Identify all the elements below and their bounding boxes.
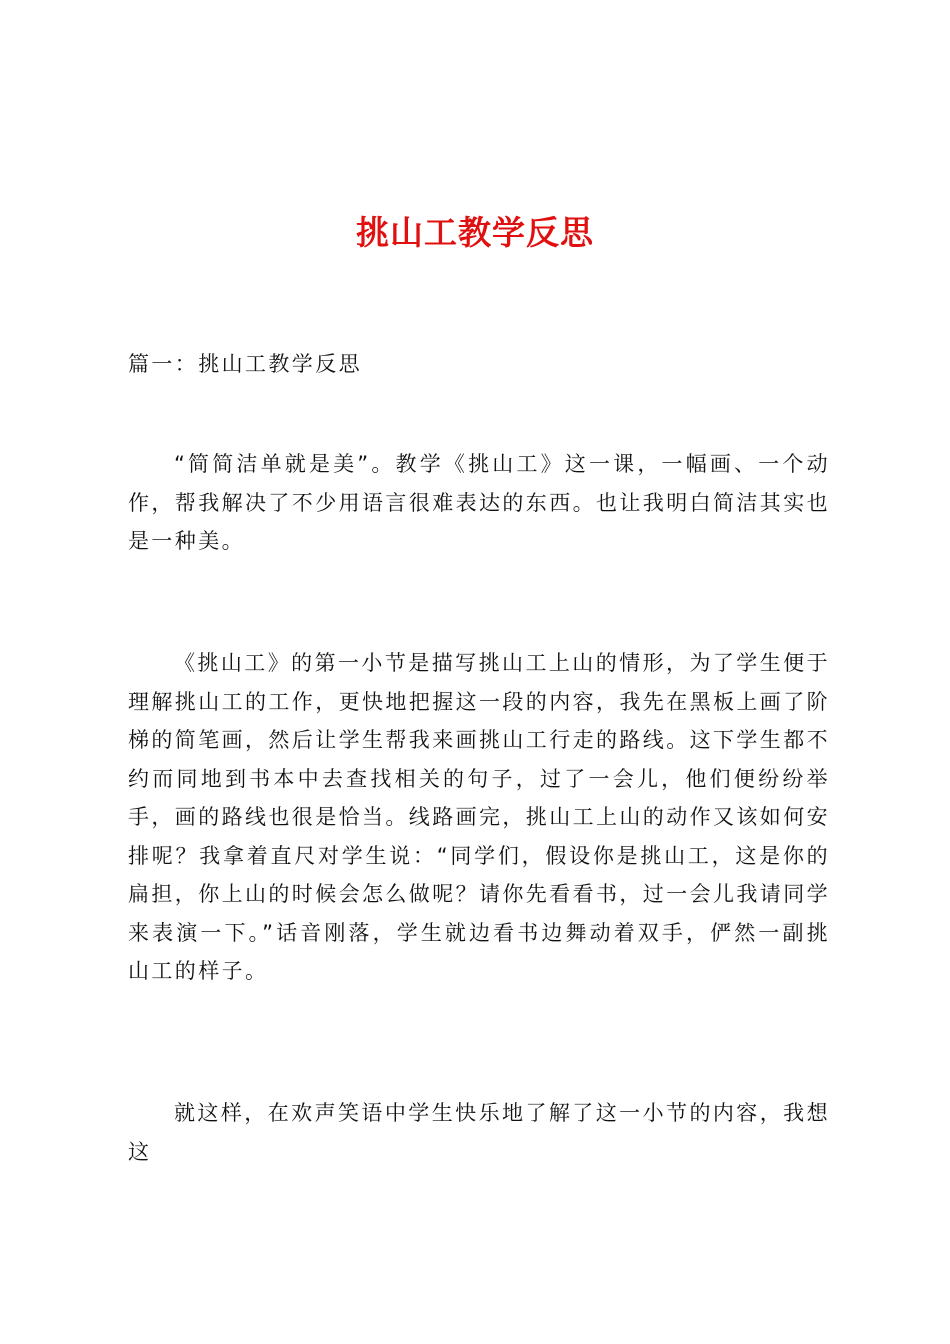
section-heading: 篇一：挑山工教学反思 <box>128 352 362 376</box>
document-title: 挑山工教学反思 <box>356 213 594 252</box>
paragraph-1: “简简洁单就是美”。教学《挑山工》这一课，一幅画、一个动作，帮我解决了不少用语言很难表达的东西。也让我明白简洁其实也是一种美。 <box>128 452 830 553</box>
paragraph-3: 就这样，在欢声笑语中学生快乐地了解了这一小节的内容，我想这 <box>128 1101 830 1164</box>
paragraph-2: 《挑山工》的第一小节是描写挑山工上山的情形，为了学生便于理解挑山工的工作，更快地把握这一段的内容，我先在黑板上画了阶梯的简笔画，然后让学生帮我来画挑山工行走的路线。这下学生都不约而同地到书本中去查找相关的句子，过了一会儿，他们便纷纷举手，画的路线也很是恰当。线路画完，挑山工上山的动作又该如何安排呢？我拿着直尺对学生说：“同学们，假设你是挑山工，这是你的扁担，你上山的时候会怎么做呢？请你先看看书，过一会儿我请同学来表演一下。”话音刚落，学生就边看书边舞动着双手，俨然一副挑山工的样子。 <box>128 651 830 983</box>
